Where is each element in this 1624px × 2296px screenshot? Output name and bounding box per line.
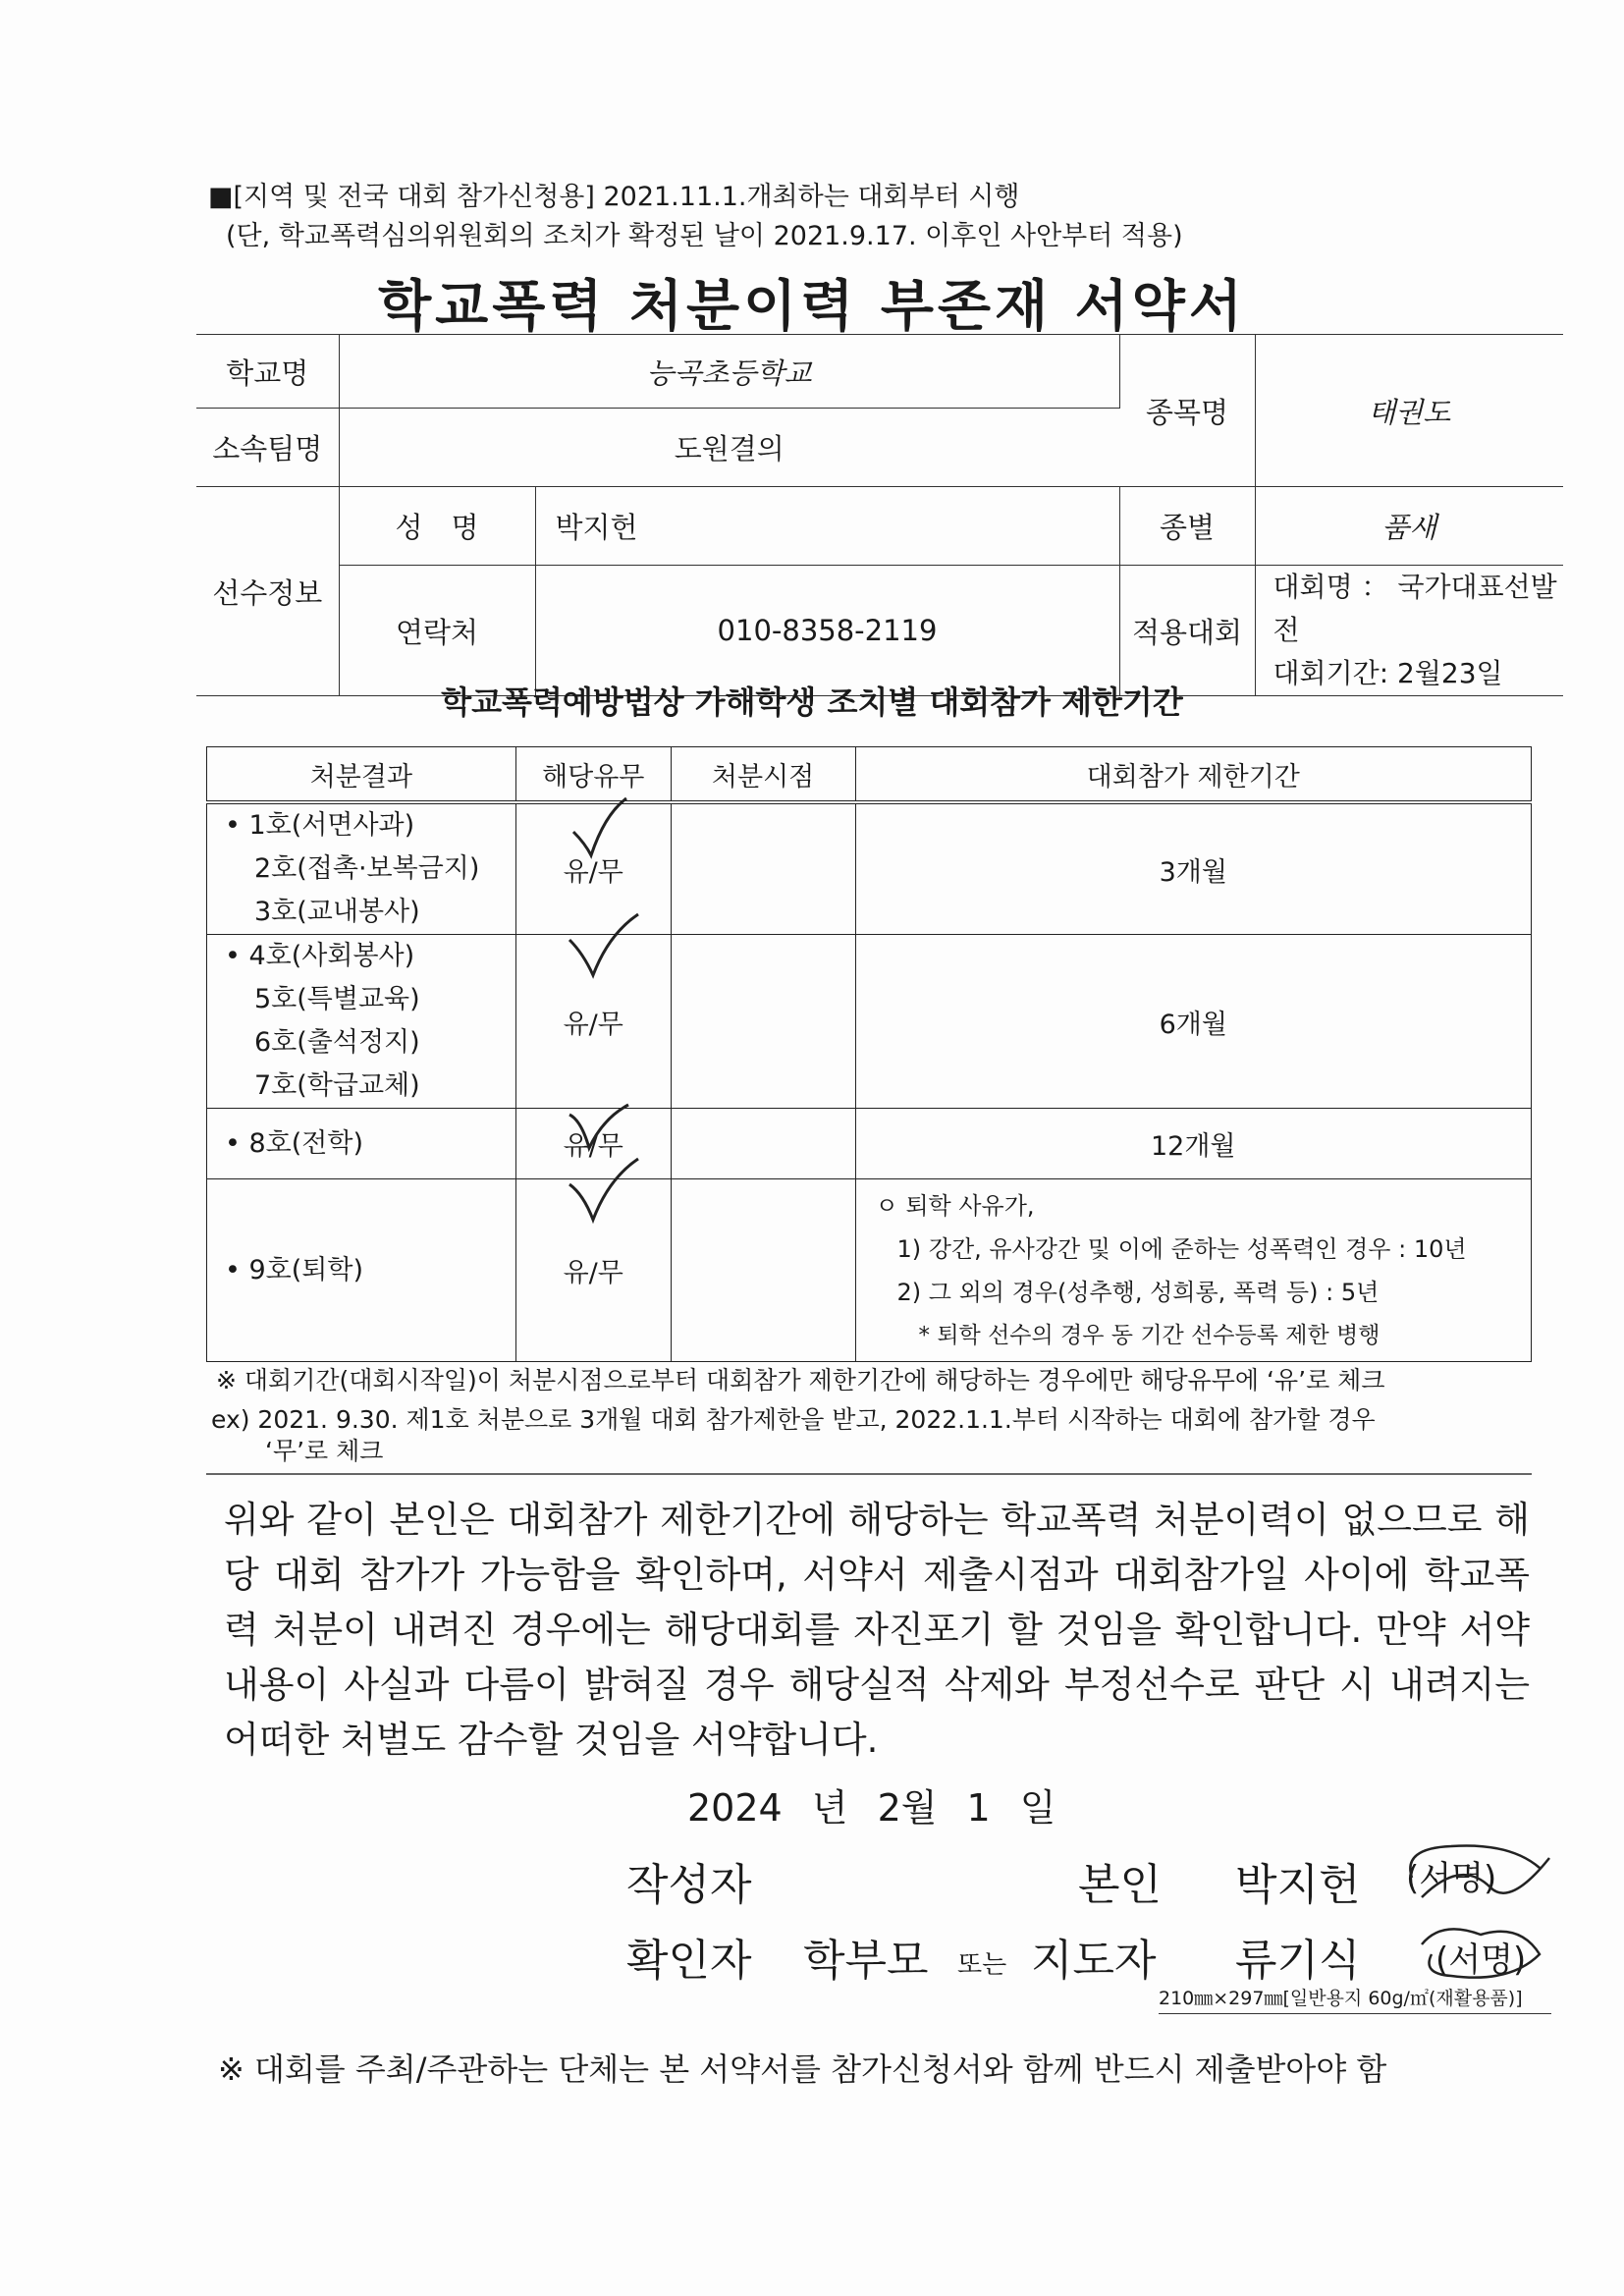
restriction-table [206,746,1532,1362]
checkmark-icon [563,1101,634,1162]
paper-spec: 210㎜×297㎜[일반용지 60g/㎡(재활용품)] [1159,1988,1523,2009]
parent-label: 학부모 [803,1936,929,1986]
result-item: • 1호(서면사과) [225,810,415,841]
confirmer-name: 류기식 [1235,1936,1361,1986]
applicable-check-text: 유/무 [563,1009,623,1040]
name-value: 박지헌 [535,487,1119,566]
note-line-1: ※ 대회기간(대회시작일)이 처분시점으로부터 대회참가 제한기간에 해당하는 경우에만 해당유무에 ‘유’로 체크 [216,1366,1385,1394]
expel-line: * 퇴학 선수의 경우 동 기간 선수등록 제한 병행 [918,1322,1380,1348]
contact-label: 연락처 [339,566,535,696]
team-value: 도원결의 [339,409,1119,487]
result-item: 3호(교내봉사) [254,897,420,927]
category-label: 종별 [1119,487,1255,566]
competition-name: 대회명 ： 국가대표선발전 [1272,571,1557,646]
coach-label: 지도자 [1031,1936,1157,1986]
note-line-3: ‘무’로 체크 [265,1437,384,1465]
or-label: 또는 [957,1950,1007,1980]
self-label: 본인 [1078,1860,1163,1910]
header-period: 대회참가 제한기간 [855,747,1531,803]
expel-line: ㅇ 퇴학 사유가, [875,1191,1035,1220]
school-value: 능곡초등학교 [339,335,1119,409]
time-cell [671,935,855,1109]
confirmer-label: 확인자 [626,1936,752,1986]
header-result: 처분결과 [207,747,516,803]
writer-label: 작성자 [626,1860,752,1910]
result-item: 7호(학급교체) [254,1070,420,1101]
result-item: 2호(접촉·보복금지) [254,853,480,884]
result-item: 5호(특별교육) [254,984,420,1014]
event-label: 종목명 [1119,335,1255,487]
date: 2024 년 2월 1 일 [687,1786,1056,1830]
result-item: • 9호(퇴학) [207,1179,516,1362]
notice-line-1: ■[지역 및 전국 대회 참가신청용] 2021.11.1.개최하는 대회부터 시행 [208,182,1020,212]
time-cell [671,1109,855,1179]
document-title: 학교폭력 처분이력 부존재 서약서 [378,275,1246,339]
header-time: 처분시점 [671,747,855,803]
note-line-2: ex) 2021. 9.30. 제1호 처분으로 3개월 대회 참가제한을 받고, 2022.1.1.부터 시작하는 대회에 참가할 경우 [211,1405,1376,1434]
signature-scribble-icon [1392,1915,1559,1994]
confirmer-sign-label: (서명) [1435,1941,1527,1980]
checkmark-icon [566,1155,644,1233]
applicable-check-text: 유/무 [563,1258,623,1288]
writer-sign-label: (서명) [1406,1859,1497,1898]
footer-note: ※ 대회를 주최/주관하는 단체는 본 서약서를 참가신청서와 함께 반드시 제출받아야 함 [218,2050,1387,2088]
period-value: 3개월 [855,802,1531,935]
team-label: 소속팀명 [196,409,339,487]
name-label: 성 명 [339,487,535,566]
competition-label: 적용대회 [1119,566,1255,696]
contact-value: 010-8358-2119 [535,566,1119,696]
applicable-check-text: 유/무 [563,856,623,888]
player-info-label: 선수정보 [196,487,339,696]
restriction-title: 학교폭력예방법상 가해학생 조치별 대회참가 제한기간 [441,683,1183,721]
event-value: 태권도 [1255,335,1563,487]
header-applicable: 해당유무 [515,747,671,803]
result-item: • 8호(전학) [207,1109,516,1179]
category-value: 품새 [1255,487,1563,566]
divider [206,1473,1532,1475]
period-value: 6개월 [855,935,1531,1109]
competition-period: 대회기간: 2월23일 [1272,657,1503,689]
time-cell [671,802,855,935]
checkmark-icon [566,910,644,989]
info-table [196,334,1563,696]
school-label: 학교명 [196,335,339,409]
result-item: • 4호(사회봉사) [225,941,415,971]
notice-line-2: (단, 학교폭력심의위원회의 조치가 확정된 날이 2021.9.17. 이후인 사안부터 적용) [226,221,1183,251]
result-item: 6호(출석정지) [254,1027,420,1058]
time-cell [671,1179,855,1362]
pledge-text: 위와 같이 본인은 대회참가 제한기간에 해당하는 학교폭력 처분이력이 없으므로 해당 대회 참가가 가능함을 확인하며, 서약서 제출시점과 대회참가일 사이에 학교폭력 처분이 내려진 경우에는 해당대회를 자진포기 할 것임을 확인합니다. 만약 서약내용이 사실과 다름이 밝혀질 경우 해당실적 삭제와 부정선수로 판단 시 내려지는 어떠한 처벌도 감수할 것임을 서약합니다. [224,1499,1530,1761]
writer-name: 박지헌 [1235,1860,1361,1910]
applicable-check-text: 유/무 [563,1131,623,1162]
footer-divider [1159,2013,1551,2014]
signature-scribble-icon [1392,1838,1559,1917]
expel-line: 2) 그 외의 경우(성추행, 성희롱, 폭력 등) : 5년 [896,1278,1380,1306]
expel-line: 1) 강간, 유사강간 및 이에 준하는 성폭력인 경우 : 10년 [896,1234,1467,1263]
period-value: 12개월 [855,1109,1531,1179]
checkmark-icon [566,794,634,863]
